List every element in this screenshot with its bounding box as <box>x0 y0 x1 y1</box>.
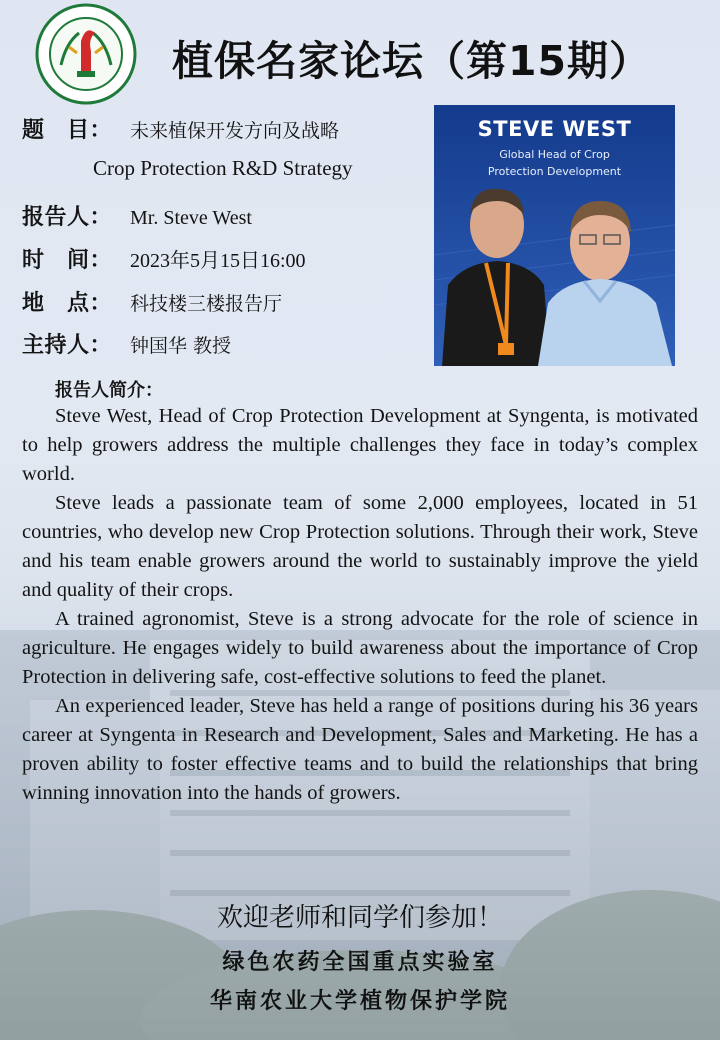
time-value: 2023年5月15日16:00 <box>130 250 306 272</box>
organizer-college: 华南农业大学植物保护学院 <box>209 988 510 1014</box>
topic-en: Crop Protection R&D Strategy <box>93 156 353 180</box>
organizer-lab: 绿色农药全国重点实验室 <box>222 949 498 975</box>
bio-text <box>22 402 698 808</box>
bio-paragraph-3: A trained agronomist, Steve is a strong advocate for the role of science in agriculture. He engages widely to build awareness about the importance of Crop Protection in delivering safe, cost-effective solutions to feed the planet. <box>22 608 698 688</box>
speaker-row <box>22 200 252 231</box>
photo-caption-name: STEVE WEST <box>477 117 632 141</box>
speaker-name: Mr. Steve West <box>130 207 252 229</box>
speaker-portrait-image <box>434 105 675 366</box>
topic-cn: 未来植保开发方向及战略 <box>130 120 340 142</box>
host-value: 钟国华 教授 <box>130 335 232 357</box>
time-row <box>22 243 306 274</box>
host-row <box>22 328 231 359</box>
location-value: 科技楼三楼报告厅 <box>130 293 283 315</box>
topic-row <box>22 113 339 144</box>
speaker-label: 报告人： <box>22 205 113 230</box>
page-title: 植保名家论坛（第15期） <box>172 37 652 85</box>
college-logo-icon <box>33 3 139 105</box>
photo-caption-role-line2: Protection Development <box>487 165 622 178</box>
speaker-photo <box>434 105 675 366</box>
bio-paragraph-4: An experienced leader, Steve has held a range of positions during his 36 years career at Syngenta in Research and Development, Sales and Marketing. He has a proven ability to foster effective teams and to build the relationships that bring winning innovation into the hands of growers. <box>22 695 698 804</box>
photo-caption-role-line1: Global Head of Crop <box>499 148 610 161</box>
bio-paragraph-2: Steve leads a passionate team of some 2,000 employees, located in 51 countries, who develop new Crop Protection solutions. Through their work, Steve and his team enable growers around the world to sustainably improve the yield and quality of their crops. <box>22 492 698 601</box>
location-label: 地 点： <box>22 291 113 316</box>
host-label: 主持人： <box>22 333 113 358</box>
location-row <box>22 286 282 317</box>
bio-paragraph-1: Steve West, Head of Crop Protection Development at Syngenta, is motivated to help growers address the multiple challenges they face in today’s complex world. <box>22 405 698 485</box>
welcome-message: 欢迎老师和同学们参加！ <box>216 903 503 933</box>
time-label: 时 间： <box>22 248 113 273</box>
bio-heading: 报告人简介： <box>55 380 163 401</box>
topic-label: 题 目： <box>22 118 113 143</box>
